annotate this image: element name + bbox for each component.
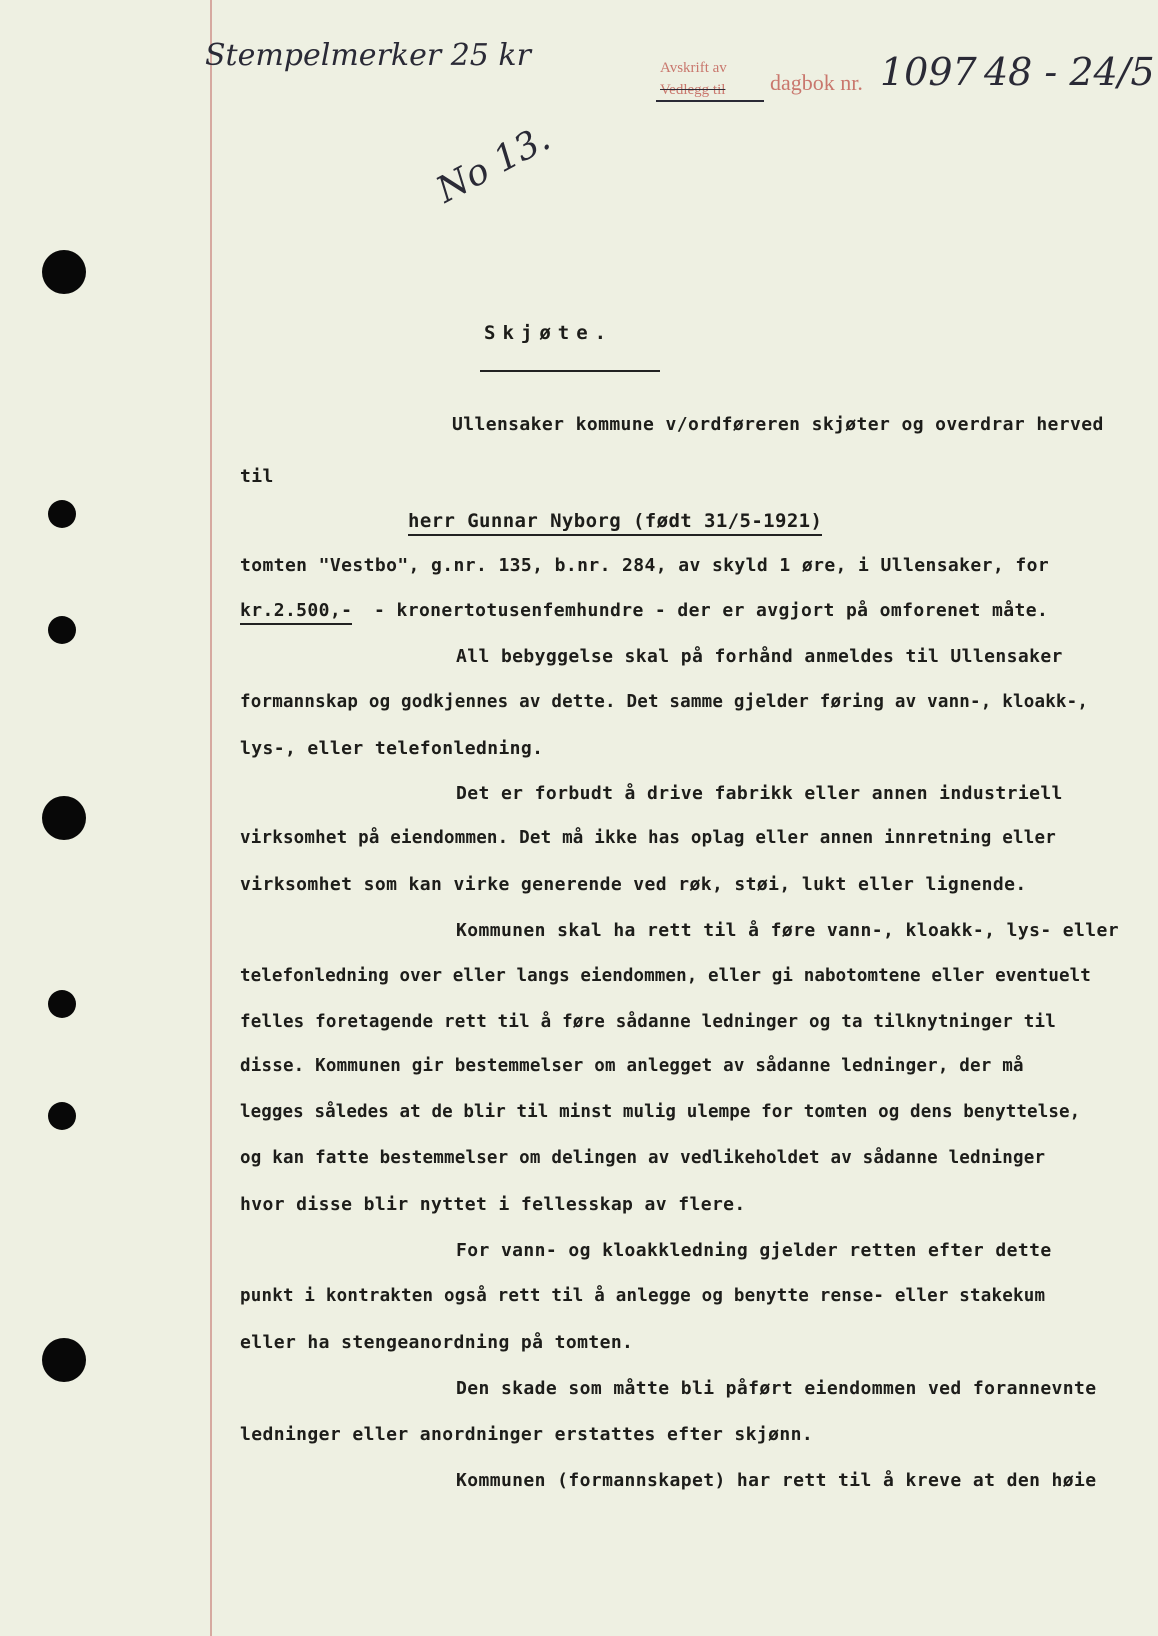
printed-attachment-label: Vedlegg til — [660, 82, 726, 98]
margin-line — [210, 0, 212, 1636]
journal-number: 1097 — [880, 50, 977, 94]
body-line: eller ha stengeanordning på tomten. — [240, 1332, 634, 1353]
body-line: lys-, eller telefonledning. — [240, 738, 544, 759]
body-line: virksomhet på eiendommen. Det må ikke has oplag eller annen innretning eller — [240, 828, 1056, 848]
body-line: All bebyggelse skal på forhånd anmeldes til Ullensaker — [456, 646, 1063, 667]
printed-copy-label: Avskrift av — [660, 60, 727, 76]
journal-year: 48 - 24/5 — [984, 50, 1155, 94]
body-line: og kan fatte bestemmelser om delingen av vedlikeholdet av sådanne ledninger — [240, 1148, 1046, 1168]
punch-hole — [48, 1102, 76, 1130]
body-line: virksomhet som kan virke generende ved røk, støi, lukt eller lignende. — [240, 874, 1027, 895]
body-line: hvor disse blir nyttet i fellesskap av flere. — [240, 1194, 746, 1215]
body-line: - kronertotusenfemhundre - der er avgjort på omforenet måte. — [374, 600, 1049, 621]
body-line: For vann- og kloakkledning gjelder retten efter dette — [456, 1240, 1052, 1261]
title-underline — [480, 370, 660, 372]
stamp-note: Stempelmerker 25 kr — [205, 38, 531, 73]
punch-hole — [42, 1338, 86, 1382]
document-title: Skjøte. — [484, 322, 614, 344]
body-line: Det er forbudt å drive fabrikk eller annen industriell — [456, 783, 1063, 804]
body-line: Kommunen (formannskapet) har rett til å kreve at den høie — [456, 1470, 1097, 1491]
body-line: Kommunen skal ha rett til å føre vann-, kloakk-, lys- eller — [456, 920, 1119, 941]
body-line: formannskap og godkjennes av dette. Det samme gjelder føring av vann-, kloakk-, — [240, 692, 1089, 712]
body-line: Ullensaker kommune v/ordføreren skjøter og overdrar herved — [452, 414, 1104, 435]
body-line: legges således at de blir til minst mulig ulempe for tomten og dens benyttelse, — [240, 1102, 1081, 1122]
body-line: telefonledning over eller langs eiendommen, eller gi nabotomtene eller eventuelt — [240, 966, 1091, 986]
body-line: tomten "Vestbo", g.nr. 135, b.nr. 284, av skyld 1 øre, i Ullensaker, for — [240, 555, 1050, 576]
body-line: punkt i kontrakten også rett til å anlegge og benytte rense- eller stakekum — [240, 1286, 1046, 1306]
body-line: felles foretagende rett til å føre sådanne ledninger og ta tilknytninger til — [240, 1012, 1056, 1032]
grantee-name: herr Gunnar Nyborg (født 31/5-1921) — [408, 510, 822, 536]
punch-hole — [48, 616, 76, 644]
punch-hole — [42, 796, 86, 840]
body-line: til — [240, 466, 274, 487]
printed-dagbok-label: dagbok nr. — [770, 70, 863, 95]
punch-hole — [48, 990, 76, 1018]
body-line: Den skade som måtte bli påført eiendommen ved forannevnte — [456, 1378, 1097, 1399]
body-line: ledninger eller anordninger erstattes efter skjønn. — [240, 1424, 814, 1445]
punch-hole — [42, 250, 86, 294]
punch-hole — [48, 500, 76, 528]
body-line: disse. Kommunen gir bestemmelser om anlegget av sådanne ledninger, der må — [240, 1056, 1024, 1076]
printed-label-rule — [656, 100, 764, 102]
document-number: No 13. — [430, 117, 557, 212]
price-amount: kr.2.500,- — [240, 600, 352, 625]
